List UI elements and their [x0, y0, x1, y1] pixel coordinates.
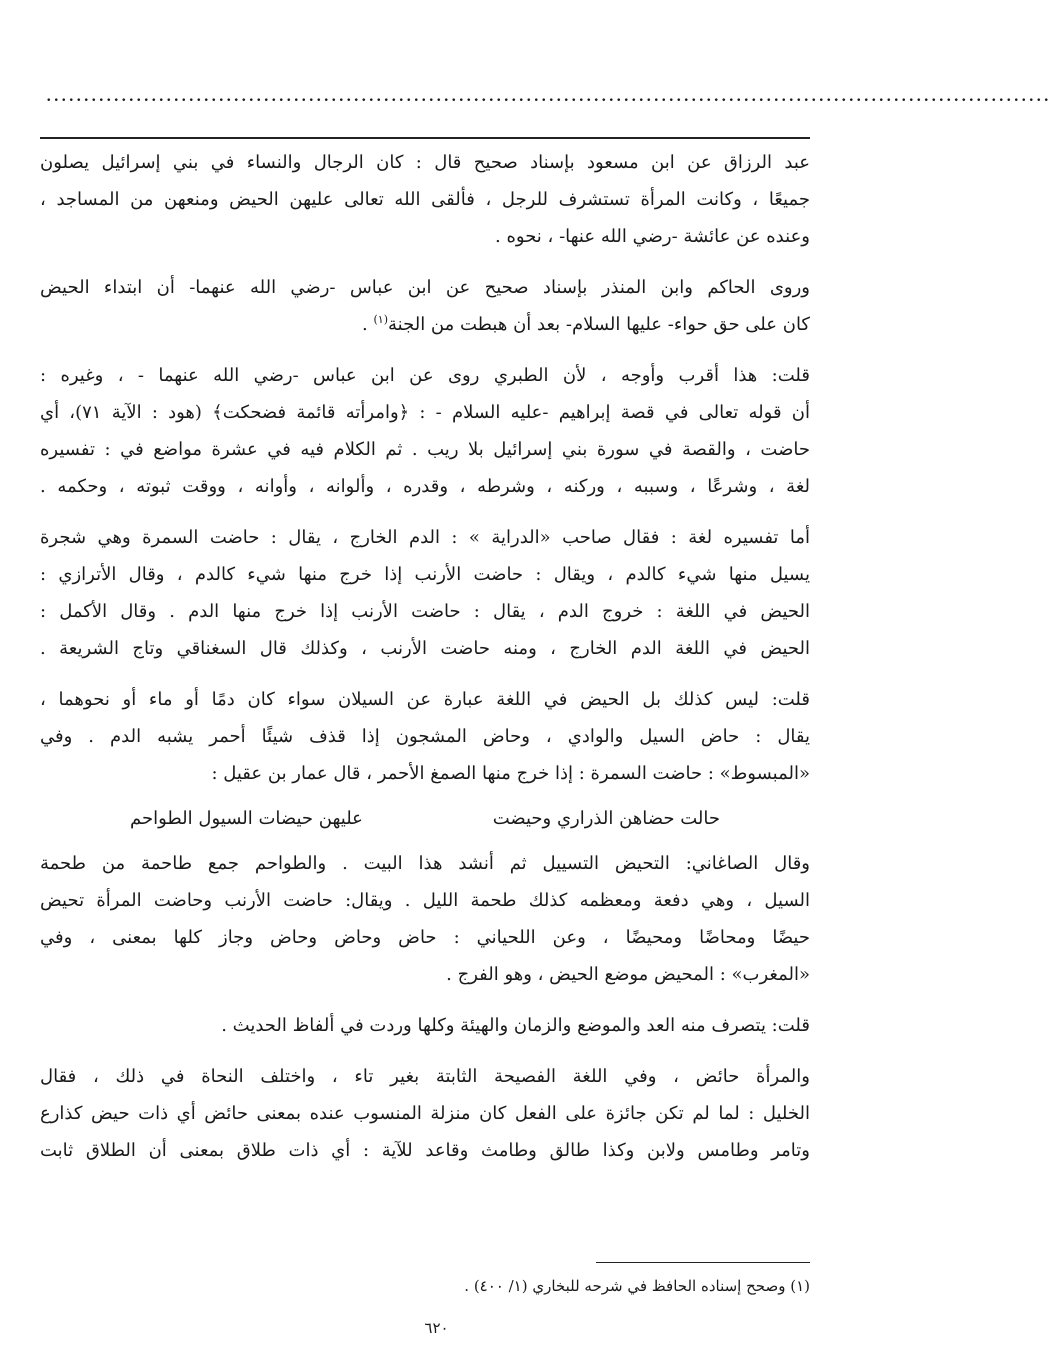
text-line: وتامر وطامس ولابن وكذا طالق وطامث وقاعد للآية : أي ذات طلاق بمعنى أن الطلاق ثابت	[40, 1140, 810, 1161]
paragraph-5	[40, 681, 810, 792]
paragraph-8	[40, 1058, 810, 1169]
main-text	[40, 144, 810, 1183]
top-rule	[40, 137, 810, 139]
page-number: ٦٢٠	[424, 1319, 449, 1337]
text-line: عبد الرزاق عن ابن مسعود بإسناد صحيح قال : كان الرجال والنساء في بني إسرائيل يصلون	[40, 152, 810, 173]
paragraph-1	[40, 144, 810, 255]
text-segment: .	[362, 314, 374, 335]
text-line: قلت: ليس كذلك بل الحيض في اللغة عبارة عن السيلان سواء كان دمًا أو ماء أو نحوهما ،	[40, 689, 810, 710]
text-line: قلت: يتصرف منه العد والموضع والزمان والهيئة وكلها وردت في ألفاظ الحديث .	[221, 1015, 810, 1036]
text-line: أما تفسيره لغة : فقال صاحب «الدراية » : الدم الخارج ، يقال : حاضت السمرة وهي شجرة	[40, 527, 810, 548]
footnote-reference[interactable]: (١)	[373, 313, 389, 326]
text-line: حاضت ، والقصة في سورة بني إسرائيل بلا ريب . ثم الكلام فيه في عشرة مواضع في : تفسيره	[40, 439, 810, 460]
text-line: وروى الحاكم وابن المنذر بإسناد صحيح عن ابن عباس -رضي الله عنهما- أن ابتداء الحيض	[40, 277, 810, 298]
text-line: «المبسوط» : حاضت السمرة : إذا خرج منها الصمغ الأحمر ، قال عمار بن عقيل :	[211, 763, 810, 784]
text-segment: كان على حق حواء- عليها السلام- بعد أن هبطت من الجنة	[388, 314, 810, 335]
text-line: وعنده عن عائشة -رضي الله عنها- ، نحوه .	[495, 226, 810, 247]
text-line: قلت: هذا أقرب وأوجه ، لأن الطبري روى عن ابن عباس -رضي الله عنهما - ، وغيره :	[40, 365, 810, 386]
verse-first-hemistich: حالت حضاهن الذراري وحيضت	[492, 808, 720, 829]
text-line: حيضًا ومحاضًا ومحيضًا ، وعن اللحياني : حاض وحاض وحاض وجاز كلها بمعنى ، وفي	[40, 927, 810, 948]
text-line: أن قوله تعالى في قصة إبراهيم -عليه السلام - : ﴿وامرأته قائمة فضحكت﴾ (هود : الآية ٧١)، أي	[40, 402, 810, 423]
paragraph-2	[40, 269, 810, 343]
text-line: وقال الصاغاني: التحيض التسييل ثم أنشد هذا البيت . والطواحم جمع طاحمة من طحمة	[40, 853, 810, 874]
text-line: جميعًا ، وكانت المرأة تستشرف للرجل ، فألقى الله تعالى عليهن الحيض ومنعهن من المساجد ،	[40, 189, 810, 210]
text-line: يقال : حاض السيل والوادي ، وحاض المشجون إذا قذف شيئًا أحمر يشبه الدم . وفي	[40, 726, 810, 747]
paragraph-4	[40, 519, 810, 667]
text-line: «المغرب» : المحيض موضع الحيض ، وهو الفرج .	[446, 964, 810, 985]
paragraph-6	[40, 845, 810, 993]
text-line: الحيض في اللغة : خروج الدم ، يقال : حاضت الأرنب إذا خرج منها الدم . وقال الأكمل :	[40, 601, 810, 622]
text-line: لغة ، وشرعًا ، وسببه ، وركنه ، وشرطه ، وقدره ، وألوانه ، وأوانه ، ووقت ثبوته ، وحكمه .	[40, 476, 810, 497]
footnote-rule	[596, 1262, 810, 1263]
header-dotted-line: ......................................................................................................................................	[46, 81, 1051, 106]
text-line: يسيل منها شيء كالدم ، ويقال : حاضت الأرنب إذا خرج منها شيء كالدم ، وقال الأترازي :	[40, 564, 810, 585]
poetry-verse	[40, 800, 810, 837]
text-line-with-footnote	[40, 306, 810, 343]
text-line: الخليل : لما لم تكن جائزة على الفعل كان منزلة المنسوب عنده بمعنى حائض أي ذات حيض كذارع	[40, 1103, 810, 1124]
verse-second-hemistich: عليهن حيضات السيول الطواحم	[130, 808, 363, 829]
footnote: (١) وصحح إسناده الحافظ في شرحه للبخاري (١/ ٤٠٠) .	[464, 1277, 810, 1295]
paragraph-3	[40, 357, 810, 505]
text-line: الحيض في اللغة الدم الخارج ، ومنه حاضت الأرنب ، وكذلك قال السغناقي وتاج الشريعة .	[40, 638, 810, 659]
text-line: السيل ، وهي دفعة ومعظمه كذلك طحمة الليل . ويقال: حاضت الأرنب وحاضت المرأة تحيض	[40, 890, 810, 911]
paragraph-7	[40, 1007, 810, 1044]
text-line: والمرأة حائض ، وفي اللغة الفصيحة الثابتة بغير تاء ، واختلف النحاة في ذلك ، فقال	[40, 1066, 810, 1087]
